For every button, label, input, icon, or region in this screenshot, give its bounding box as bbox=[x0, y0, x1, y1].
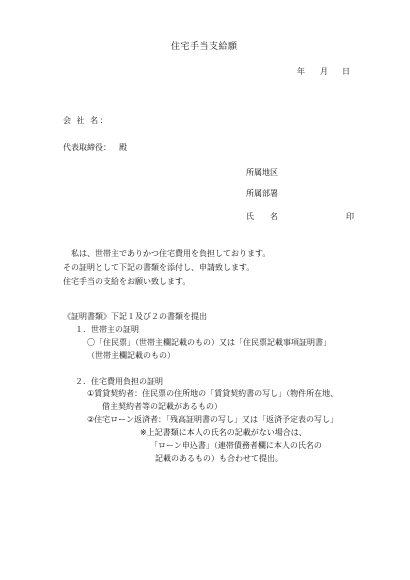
section2-title: ２．住宅費用負担の証明 bbox=[75, 377, 163, 386]
section1-line1: 〇「住民票」（世帯主欄記載のもの）又は「住民票記載事項証明書」 bbox=[87, 338, 331, 347]
representative-label: 代表取締役： bbox=[63, 143, 111, 152]
date-year-label: 年 bbox=[297, 67, 305, 76]
document-title: 住宅手当支給願 bbox=[171, 42, 238, 52]
company-name-label: 会 社 名： bbox=[63, 116, 110, 125]
body-line-2: その証明として下記の書類を添付し、申請致します。 bbox=[63, 263, 255, 272]
section2-line3: ②住宅ローン返済者：「残高証明書の写し」又は「返済予定表の写し」 bbox=[87, 415, 339, 424]
section2-line4: ※上記書類に本人の氏名の記載がない場合は、 bbox=[140, 428, 307, 437]
date-day-label: 日 bbox=[342, 67, 350, 76]
date-month-label: 月 bbox=[320, 67, 328, 76]
seal-mark: 印 bbox=[346, 212, 354, 221]
department-label: 所属部署 bbox=[246, 189, 278, 198]
section2-line2: 借主契約者等の記載があるもの） bbox=[102, 402, 222, 411]
region-label: 所属地区 bbox=[246, 168, 278, 177]
section1-line2: （世帯主欄記載のもの） bbox=[87, 351, 175, 360]
section2-line6: 記載のあるもの）も合わせて提出。 bbox=[155, 454, 283, 463]
representative-suffix: 殿 bbox=[119, 143, 127, 152]
section2-line1: ①賃貸契約者：住民票の住所地の「賃貸契約書の写し」（物件所在地、 bbox=[87, 389, 339, 398]
body-line-1: 私は、世帯主でありかつ住宅費用を負担しております。 bbox=[71, 249, 271, 258]
name-label: 氏 名 bbox=[246, 212, 278, 221]
section2-line5: 「ローン申込書」（連帯債務者欄に本人の氏名の bbox=[150, 441, 322, 450]
body-line-3: 住宅手当の支給をお願い致します。 bbox=[63, 277, 191, 286]
section1-title: １．世帯主の証明 bbox=[75, 325, 139, 334]
attachments-heading: 《証明書類》下記１及び２の書類を提出 bbox=[63, 312, 207, 321]
